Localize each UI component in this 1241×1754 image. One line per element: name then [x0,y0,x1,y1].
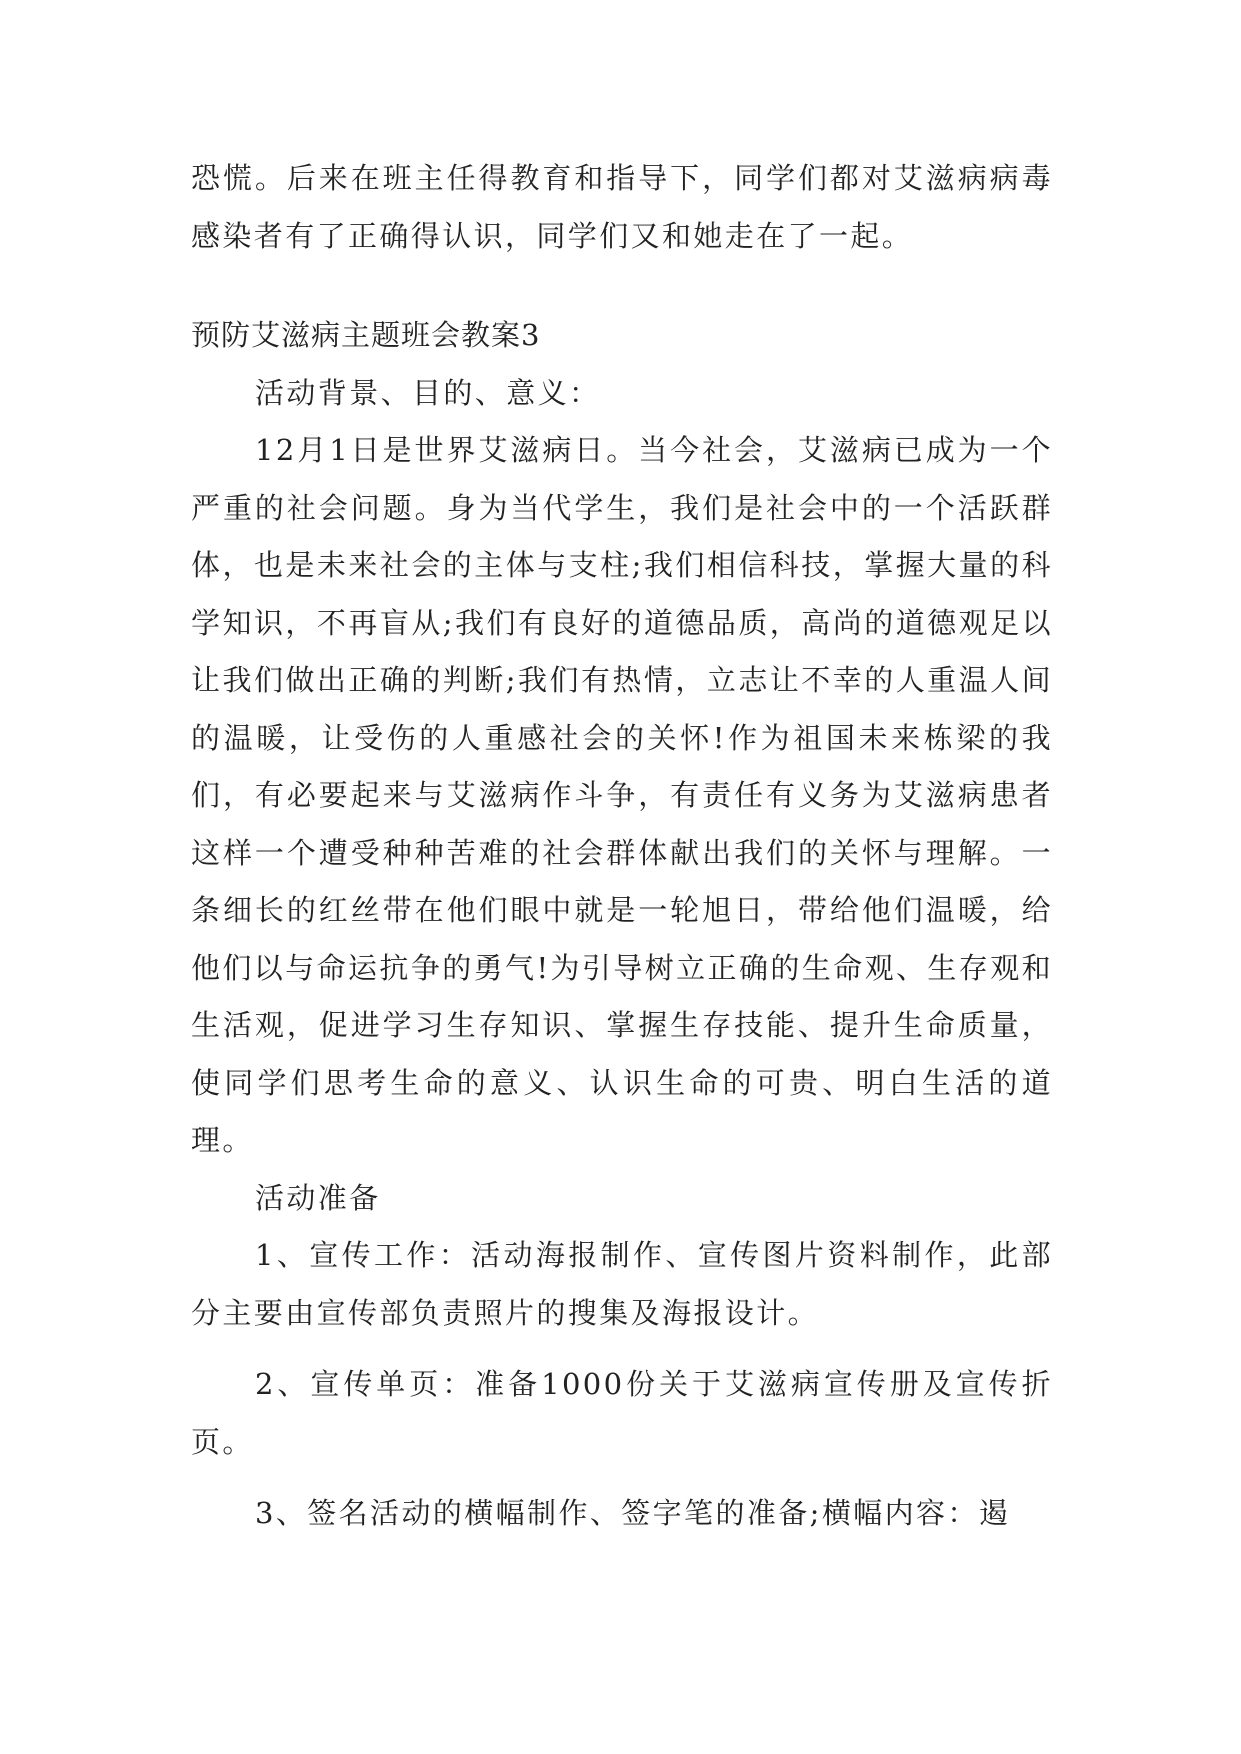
document-page [191,150,1053,1543]
section-heading: 预防艾滋病主题班会教案3 [191,318,541,352]
list-item-leaflets: 2、宣传单页：准备1000份关于艾滋病宣传册及宣传折页。 [191,1367,1053,1459]
subheading-background: 活动背景、目的、意义： [255,375,601,410]
list-item-signature-banner: 3、签名活动的横幅制作、签字笔的准备;横幅内容：遏 [255,1496,1011,1530]
subheading-preparation: 活动准备 [255,1180,381,1215]
paragraph-background: 12月1日是世界艾滋病日。当今社会，艾滋病已成为一个严重的社会问题。身为当代学生，我们是社会中的一个活跃群体，也是未来社会的主体与支柱;我们相信科技，掌握大量的科学知识，不再盲从;我们有良好的道德品质，高尚的道德观足以让我们做出正确的判断;我们有热情，立志让不幸的人重温人间的温暖，让受伤的人重感社会的关怀!作为祖国未来栋梁的我们，有必要起来与艾滋病作斗争，有责任有义务为艾滋病患者这样一个遭受种种苦难的社会群体献出我们的关怀与理解。一条细长的红丝带在他们眼中就是一轮旭日，带给他们温暖，给他们以与命运抗争的勇气!为引导树立正确的生命观、生存观和生活观，促进学习生存知识、掌握生存技能、提升生命质量，使同学们思考生命的意义、认识生命的可贵、明白生活的道理。 [191,433,1053,1157]
list-item-publicity: 1、宣传工作：活动海报制作、宣传图片资料制作，此部分主要由宣传部负责照片的搜集及海报设计。 [191,1238,1053,1330]
paragraph-continuation: 恐慌。后来在班主任得教育和指导下，同学们都对艾滋病病毒感染者有了正确得认识，同学们又和她走在了一起。 [191,161,1053,253]
